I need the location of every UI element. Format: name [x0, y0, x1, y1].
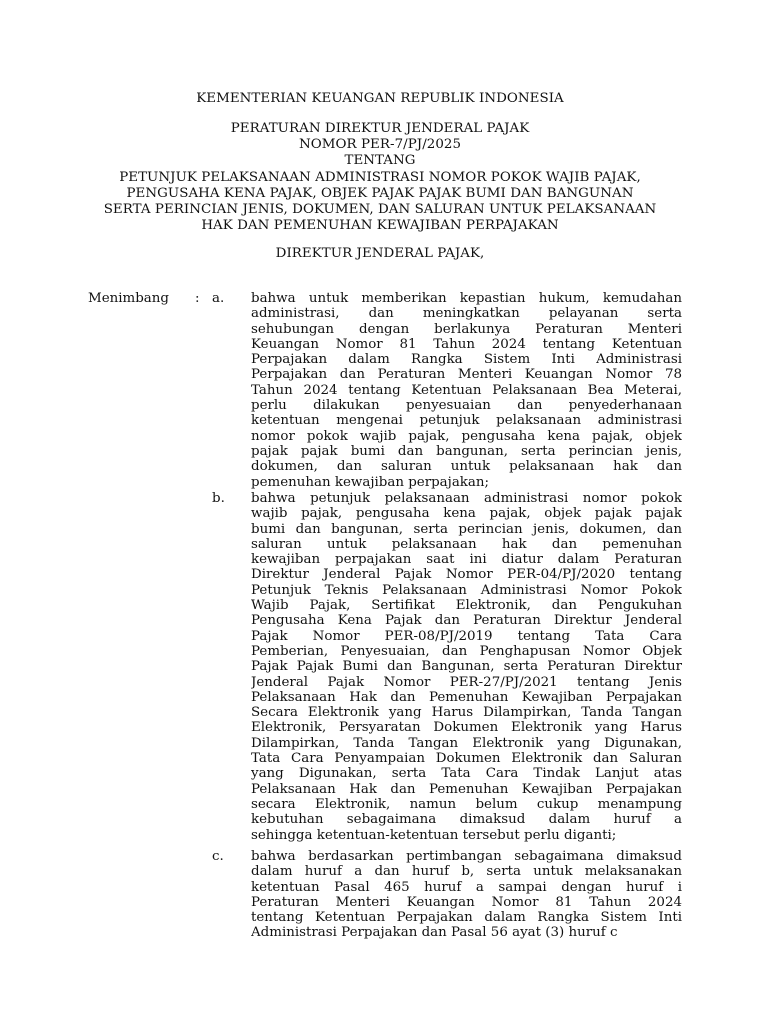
- text-line: nomor pokok wajib pajak, pengusaha kena pajak, objek: [251, 428, 682, 444]
- item-letter: a.: [212, 291, 225, 306]
- text-line: Tahun 2024 tentang Ketentuan Pelaksanaan Bea Meterai,: [251, 382, 682, 398]
- item-text: [251, 491, 682, 843]
- text-line: Pajak Pajak Bumi dan Bangunan, serta Peraturan Direktur: [251, 659, 682, 675]
- text-line: Administrasi Perpajakan dan Pasal 56 ayat (3) huruf c: [251, 925, 618, 941]
- text-line: saluran untuk pelaksanaan hak dan pemenuhan: [251, 536, 682, 552]
- text-line: bahwa berdasarkan pertimbangan sebagaimana dimaksud: [251, 849, 682, 864]
- text-line: sehubungan dengan berlakunya Peraturan Menteri: [251, 321, 682, 337]
- text-line: Peraturan Menteri Keuangan Nomor 81 Tahun 2024: [251, 894, 682, 910]
- text-line: secara Elektronik, namun belum cukup menampung: [251, 796, 682, 812]
- text-line: ketentuan Pasal 465 huruf a sampai dengan huruf i: [251, 879, 682, 895]
- text-line: Petunjuk Teknis Pelaksanaan Administrasi Nomor Pokok: [251, 582, 682, 598]
- ministry-name: KEMENTERIAN KEUANGAN REPUBLIK INDONESIA: [196, 91, 564, 106]
- regulation-title-line: PETUNJUK PELAKSANAAN ADMINISTRASI NOMOR POKOK WAJIB PAJAK,: [119, 169, 641, 185]
- text-line: bumi dan bangunan, serta perincian jenis, dokumen, dan: [251, 521, 682, 537]
- text-line: administrasi, dan meningkatkan pelayanan serta: [251, 306, 682, 322]
- text-line: ketentuan mengenai petunjuk pelaksanaan administrasi: [251, 413, 682, 429]
- regulation-number: NOMOR PER-7/PJ/2025: [298, 137, 462, 153]
- text-line: Pelaksanaan Hak dan Pemenuhan Kewajiban Perpajakan: [251, 781, 682, 797]
- regulation-about: TENTANG: [344, 153, 416, 169]
- text-line: Keuangan Nomor 81 Tahun 2024 tentang Ketentuan: [251, 336, 682, 352]
- item-letter: b.: [212, 491, 225, 506]
- text-line: Tata Cara Penyampaian Dokumen Elektronik dan Saluran: [251, 751, 682, 767]
- text-line: bahwa petunjuk pelaksanaan administrasi nomor pokok: [251, 491, 682, 506]
- text-line: bahwa untuk memberikan kepastian hukum, kemudahan: [251, 291, 682, 306]
- regulation-title-line: PENGUSAHA KENA PAJAK, OBJEK PAJAK PAJAK BUMI DAN BANGUNAN: [126, 185, 634, 201]
- text-line: dokumen, dan saluran untuk pelaksanaan hak dan: [251, 459, 682, 475]
- regulation-title-line: SERTA PERINCIAN JENIS, DOKUMEN, DAN SALURAN UNTUK PELAKSANAAN: [103, 202, 657, 218]
- text-line: Jenderal Pajak Nomor PER-27/PJ/2021 tentang Jenis: [251, 674, 682, 690]
- director-title: DIREKTUR JENDERAL PAJAK,: [275, 246, 485, 261]
- text-line: perlu dilakukan penyesuaian dan penyederhanaan: [251, 398, 682, 414]
- text-line: Elektronik, Persyaratan Dokumen Elektronik yang Harus: [251, 720, 682, 736]
- item-text: [251, 849, 682, 941]
- regulation-type: PERATURAN DIREKTUR JENDERAL PAJAK: [230, 121, 530, 136]
- text-line: Dilampirkan, Tanda Tangan Elektronik yang Digunakan,: [251, 735, 682, 751]
- item-text: [251, 291, 682, 490]
- ministry-heading: [70, 91, 690, 107]
- regulation-heading: [70, 121, 690, 234]
- regulation-title-line: HAK DAN PEMENUHAN KEWAJIBAN PERPAJAKAN: [201, 218, 559, 234]
- text-line: sehingga ketentuan-ketentuan tersebut perlu diganti;: [251, 827, 617, 843]
- text-line: Pajak Nomor PER-08/PJ/2019 tentang Tata Cara: [251, 628, 682, 644]
- text-line: Direktur Jenderal Pajak Nomor PER-04/PJ/2020 tentang: [251, 567, 682, 583]
- text-line: Perpajakan dan Peraturan Menteri Keuangan Nomor 78: [251, 367, 682, 383]
- text-line: yang Digunakan, serta Tata Cara Tindak Lanjut atas: [251, 766, 682, 782]
- text-line: Pengusaha Kena Pajak dan Peraturan Direktur Jenderal: [251, 613, 682, 629]
- text-line: pajak pajak bumi dan bangunan, serta perincian jenis,: [251, 443, 682, 459]
- text-line: kewajiban perpajakan saat ini diatur dalam Peraturan: [251, 552, 682, 568]
- text-line: Perpajakan dalam Rangka Sistem Inti Administrasi: [251, 352, 682, 368]
- text-line: Secara Elektronik yang Harus Dilampirkan, Tanda Tangan: [251, 705, 682, 721]
- text-line: dalam huruf a dan huruf b, serta untuk melaksanakan: [251, 864, 682, 880]
- considering-label: Menimbang: [88, 291, 169, 306]
- text-line: Pemberian, Penyesuaian, dan Penghapusan Nomor Objek: [251, 643, 682, 659]
- text-line: Wajib Pajak, Sertifikat Elektronik, dan Pengukuhan: [251, 598, 682, 614]
- considering-colon: :: [195, 291, 200, 306]
- text-line: tentang Ketentuan Perpajakan dalam Rangka Sistem Inti: [251, 910, 682, 926]
- text-line: wajib pajak, pengusaha kena pajak, objek pajak pajak: [251, 506, 682, 522]
- text-line: kebutuhan sebagaimana dimaksud dalam huruf a: [251, 812, 682, 828]
- item-letter: c.: [212, 849, 224, 864]
- text-line: pemenuhan kewajiban perpajakan;: [251, 474, 490, 490]
- director-heading: [70, 246, 690, 262]
- text-line: Pelaksanaan Hak dan Pemenuhan Kewajiban Perpajakan: [251, 689, 682, 705]
